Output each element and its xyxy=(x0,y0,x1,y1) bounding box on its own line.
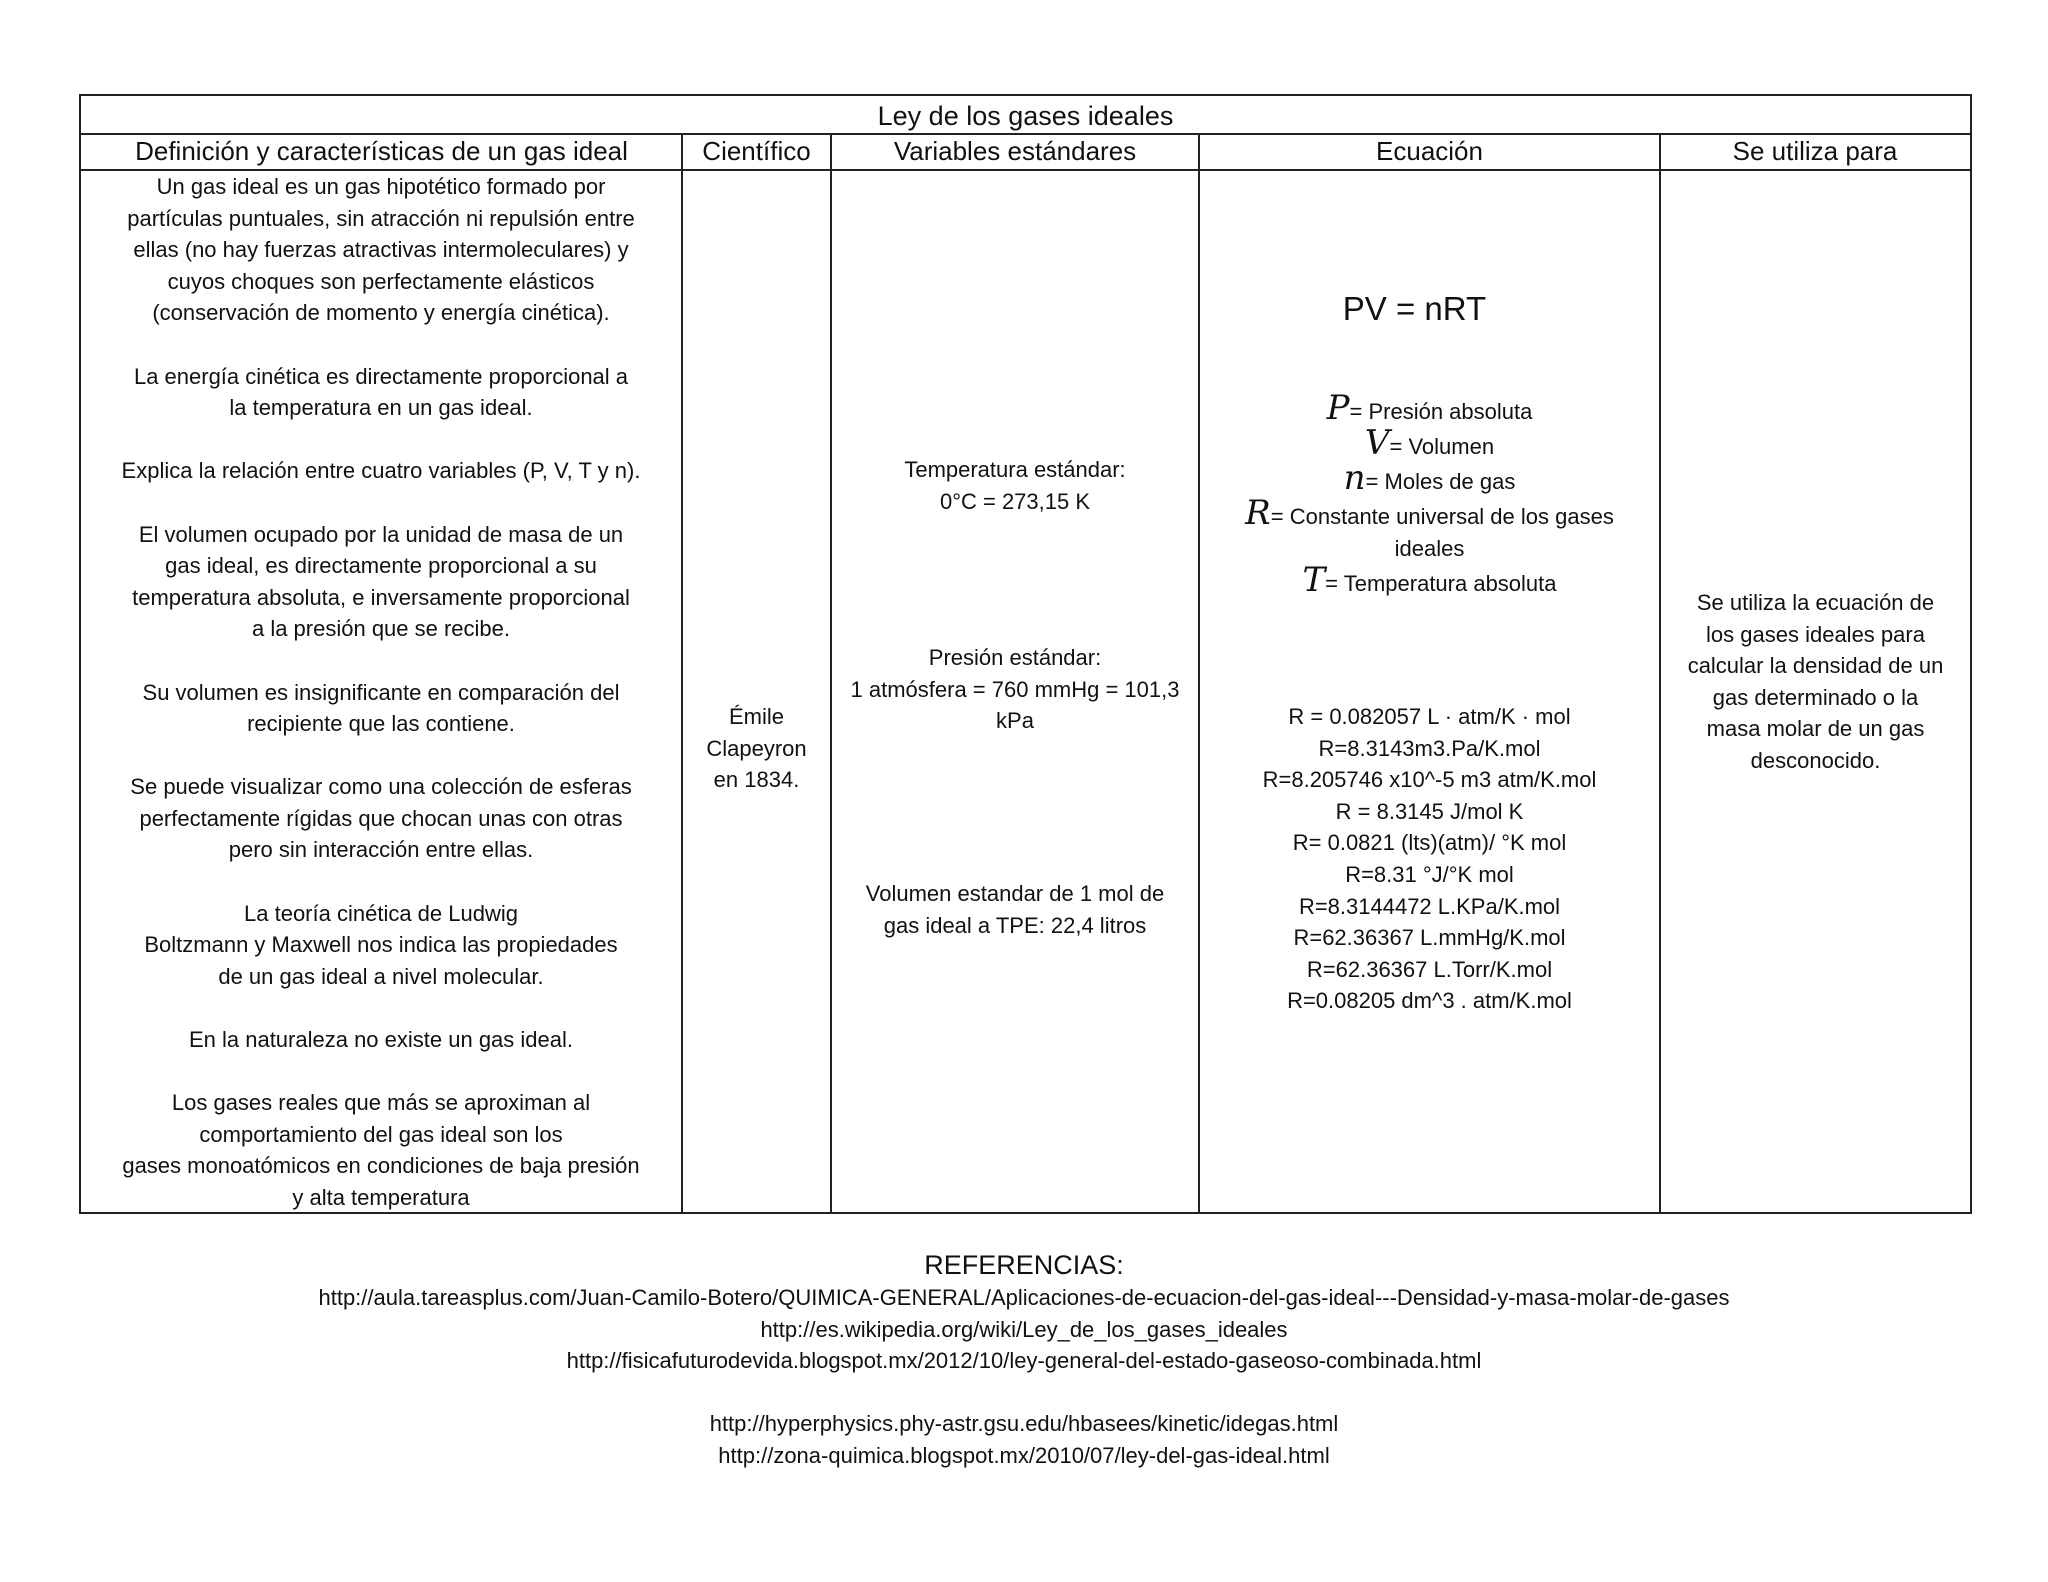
standard-pressure xyxy=(832,642,1198,737)
paragraph-gap xyxy=(81,866,681,898)
definition-line: La teoría cinética de Ludwig xyxy=(244,900,518,926)
gas-constant-line: R=62.36367 L.mmHg/K.mol xyxy=(1293,925,1566,951)
gas-constant-line: R=8.3143m3.Pa/K.mol xyxy=(1318,735,1541,761)
usage-line: calcular la densidad de un xyxy=(1687,653,1944,679)
definition-line: pero sin interacción entre ellas. xyxy=(228,837,534,863)
usage-line: Se utiliza la ecuación de xyxy=(1696,590,1935,615)
paragraph-gap xyxy=(81,1056,681,1088)
definition-paragraph xyxy=(81,898,681,993)
gas-constant-line: R=8.3144472 L.KPa/K.mol xyxy=(1298,893,1561,919)
standard-temperature xyxy=(832,454,1198,517)
usage-line: gas determinado o la xyxy=(1712,684,1919,710)
variable-desc: = Constante universal de los gases xyxy=(1270,504,1614,529)
definition-line: gases monoatómicos en condiciones de baja presión xyxy=(122,1153,640,1179)
variable-value: kPa xyxy=(996,708,1034,734)
standard-molar-volume xyxy=(832,878,1198,941)
definition-line: En la naturaleza no existe un gas ideal. xyxy=(188,1027,574,1053)
definition-paragraph xyxy=(81,1024,681,1056)
definition-line: cuyos choques son perfectamente elásticos xyxy=(167,268,595,294)
table-title: Ley de los gases ideales xyxy=(81,96,1970,135)
reference-link[interactable]: http://zona-quimica.blogspot.mx/2010/07/ley-del-gas-ideal.html xyxy=(718,1442,1330,1468)
definition-cell xyxy=(81,171,681,1212)
symbol-r: R xyxy=(1245,493,1271,533)
variable-desc: = Moles de gas xyxy=(1365,469,1516,494)
reference-link[interactable]: http://fisicafuturodevida.blogspot.mx/2012/10/ley-general-del-estado-gaseoso-combinada.html xyxy=(566,1348,1482,1373)
references-heading: REFERENCIAS: xyxy=(924,1250,1124,1280)
usage-cell xyxy=(1661,171,1970,1212)
variable-desc-continued: ideales xyxy=(1394,536,1465,561)
definition-paragraph xyxy=(81,519,681,645)
definition-paragraph xyxy=(81,455,681,487)
definition-line: partículas puntuales, sin atracción ni repulsión entre xyxy=(127,205,635,231)
definition-line: Los gases reales que más se aproximan al xyxy=(171,1090,591,1116)
definition-line: la temperatura en un gas ideal. xyxy=(229,395,533,421)
definition-line: ellas (no hay fuerzas atractivas intermoleculares) y xyxy=(133,237,629,263)
definition-paragraph xyxy=(81,677,681,740)
paragraph-gap xyxy=(81,740,681,772)
equation-cell xyxy=(1200,171,1659,1212)
gas-constant-values xyxy=(1200,701,1659,1017)
definition-line: Explica la relación entre cuatro variables (P, V, T y n). xyxy=(121,458,641,484)
definition-line: comportamiento del gas ideal son los xyxy=(199,1121,563,1147)
definition-line: recipiente que las contiene. xyxy=(247,711,515,737)
symbol-n: n xyxy=(1343,458,1366,498)
definition-line: temperatura absoluta, e inversamente proporcional xyxy=(132,584,630,610)
gas-constant-line: R=62.36367 L.Torr/K.mol xyxy=(1306,956,1553,982)
header-equation: Ecuación xyxy=(1376,136,1483,166)
definition-line: Boltzmann y Maxwell nos indica las propiedades xyxy=(144,932,618,958)
symbol-p: P xyxy=(1326,388,1350,428)
symbol-t: T xyxy=(1302,560,1326,600)
definition-paragraph xyxy=(81,771,681,866)
variable-definition xyxy=(1200,493,1659,533)
usage-line: desconocido. xyxy=(1750,747,1881,773)
usage-line: los gases ideales para xyxy=(1706,621,1925,647)
definition-line: La energía cinética es directamente proporcional a xyxy=(133,363,629,389)
gas-constant-line: R=8.31 °J/°K mol xyxy=(1345,861,1514,887)
definition-line: gas ideal, es directamente proporcional a su xyxy=(165,553,597,579)
definition-line: (conservación de momento y energía cinética). xyxy=(152,300,610,326)
gas-constant-line: R= 0.0821 (lts)(atm)/ °K mol xyxy=(1292,830,1567,856)
definition-paragraph xyxy=(81,361,681,424)
variable-definition xyxy=(1200,560,1659,600)
definition-line: de un gas ideal a nivel molecular. xyxy=(218,963,544,989)
definition-line: Su volumen es insignificante en comparación del xyxy=(142,679,620,705)
variable-desc: = Temperatura absoluta xyxy=(1325,571,1557,596)
references-section xyxy=(0,1248,2048,1471)
header-scientist: Científico xyxy=(702,136,811,166)
variable-label: Temperatura estándar: xyxy=(904,457,1126,482)
paragraph-gap xyxy=(81,487,681,519)
scientist-cell xyxy=(683,171,830,1212)
variable-desc: = Volumen xyxy=(1389,434,1495,459)
scientist-line: Émile xyxy=(728,704,784,729)
ideal-gas-equation: PV = nRT xyxy=(1342,290,1487,327)
ideal-gas-law-table xyxy=(79,94,1972,1214)
reference-link[interactable]: http://hyperphysics.phy-astr.gsu.edu/hbasees/kinetic/idegas.html xyxy=(709,1411,1339,1436)
gas-constant-line: R=0.08205 dm^3 . atm/K.mol xyxy=(1287,988,1572,1014)
gas-constant-line: R = 0.082057 L · atm/K · mol xyxy=(1288,704,1571,729)
definition-line: perfectamente rígidas que chocan unas con otras xyxy=(139,805,623,831)
variable-value: gas ideal a TPE: 22,4 litros xyxy=(883,912,1147,938)
gas-constant-line: R = 8.3145 J/mol K xyxy=(1335,798,1524,824)
symbol-v: V xyxy=(1364,423,1390,463)
definition-line: a la presión que se recibe. xyxy=(251,616,511,642)
usage-text xyxy=(1661,587,1970,777)
reference-spacer xyxy=(0,1377,2048,1409)
header-usage: Se utiliza para xyxy=(1732,136,1898,166)
header-definition: Definición y características de un gas ideal xyxy=(135,136,628,166)
reference-link[interactable]: http://aula.tareasplus.com/Juan-Camilo-Botero/QUIMICA-GENERAL/Aplicaciones-de-ecuacion-del-gas-ideal---Densidad-y-masa-molar-de-gases xyxy=(318,1285,1730,1310)
paragraph-gap xyxy=(81,992,681,1024)
definition-line: Un gas ideal es un gas hipotético formado por xyxy=(156,174,606,199)
equation-variables xyxy=(1200,388,1659,600)
variable-definition xyxy=(1200,388,1659,428)
header-variables: Variables estándares xyxy=(893,136,1137,166)
gas-constant-line: R=8.205746 x10^-5 m3 atm/K.mol xyxy=(1262,767,1597,793)
scientist-line: en 1834. xyxy=(713,767,800,793)
paragraph-gap xyxy=(81,424,681,456)
reference-link[interactable]: http://es.wikipedia.org/wiki/Ley_de_los_gases_ideales xyxy=(760,1316,1288,1342)
table-header-row xyxy=(81,133,1970,171)
variables-cell xyxy=(832,171,1198,1212)
definition-line: Se puede visualizar como una colección de esferas xyxy=(130,774,632,800)
references-list xyxy=(0,1282,2048,1471)
scientist-line: Clapeyron xyxy=(706,735,807,761)
definition-paragraph xyxy=(81,171,681,329)
variable-value: 0°C = 273,15 K xyxy=(939,488,1091,514)
variable-definition xyxy=(1200,423,1659,463)
paragraph-gap xyxy=(81,329,681,361)
definition-line: y alta temperatura xyxy=(292,1185,470,1210)
variable-label: Presión estándar: xyxy=(928,645,1102,670)
definition-line: El volumen ocupado por la unidad de masa de un xyxy=(138,521,624,547)
variable-desc: = Presión absoluta xyxy=(1349,399,1533,424)
usage-line: masa molar de un gas xyxy=(1706,716,1925,742)
variable-value: 1 atmósfera = 760 mmHg = 101,3 xyxy=(850,676,1180,702)
paragraph-gap xyxy=(81,645,681,677)
variable-label: Volumen estandar de 1 mol de xyxy=(865,881,1165,906)
definition-paragraph xyxy=(81,1087,681,1213)
